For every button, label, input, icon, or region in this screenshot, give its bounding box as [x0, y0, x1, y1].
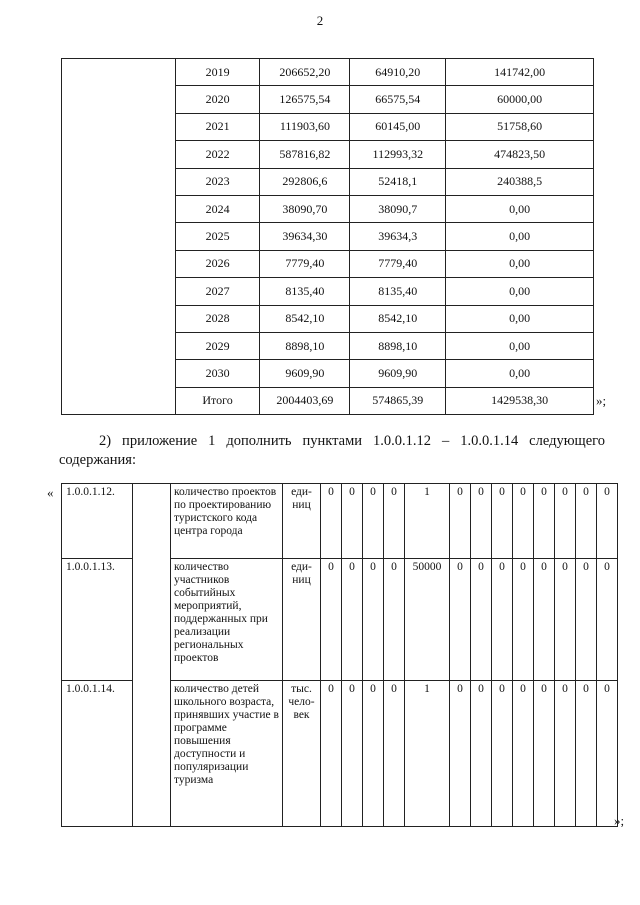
table-cell-total: 39634,30	[260, 223, 350, 250]
indicator-value: 0	[321, 559, 342, 681]
table-cell-col3: 0,00	[446, 223, 594, 250]
table-cell-col2: 8542,10	[350, 305, 446, 332]
indicator-value: 0	[363, 681, 384, 827]
indicator-value: 1	[405, 681, 450, 827]
empty-merged-cell	[133, 484, 171, 827]
indicator-value: 0	[321, 484, 342, 559]
indicator-value: 50000	[405, 559, 450, 681]
table-cell-label: 2022	[175, 141, 260, 168]
indicator-value: 0	[384, 484, 405, 559]
table-cell-col3: 60000,00	[446, 86, 594, 113]
indicator-value: 0	[384, 559, 405, 681]
indicator-value: 0	[534, 484, 555, 559]
table-cell-label: 2023	[175, 168, 260, 195]
table-cell-label: 2021	[175, 113, 260, 140]
table-cell-total: 292806,6	[260, 168, 350, 195]
table-cell-col3: 51758,60	[446, 113, 594, 140]
indicator-value: 0	[555, 484, 576, 559]
table-cell-label: 2020	[175, 86, 260, 113]
table-cell-col3: 0,00	[446, 332, 594, 359]
indicator-code: 1.0.0.1.14.	[62, 681, 133, 827]
table-cell-col2: 8898,10	[350, 332, 446, 359]
table-cell-col3: 1429538,30	[446, 387, 594, 414]
closing-quote-mark: »;	[596, 393, 607, 408]
table-cell-col3: 0,00	[446, 360, 594, 387]
indicator-value: 0	[321, 681, 342, 827]
indicator-unit: тыс. чело- век	[283, 681, 321, 827]
indicator-description: количество детей школьного возраста, принявших участие в программе повышения доступности и популяризации туризма	[171, 681, 283, 827]
indicator-value: 0	[342, 681, 363, 827]
indicator-unit: еди- ниц	[283, 559, 321, 681]
indicator-value: 0	[450, 681, 471, 827]
table-cell-col3: 141742,00	[446, 59, 594, 86]
table-cell-col3: 474823,50	[446, 141, 594, 168]
indicator-value: 0	[576, 484, 597, 559]
table-cell-total: 7779,40	[260, 250, 350, 277]
opening-quote-mark: «	[47, 485, 54, 500]
indicator-value: 0	[555, 681, 576, 827]
indicator-value: 0	[471, 559, 492, 681]
indicator-value: 0	[576, 681, 597, 827]
table-cell-total: 111903,60	[260, 113, 350, 140]
indicator-value: 0	[342, 484, 363, 559]
table-cell-col3: 0,00	[446, 305, 594, 332]
table-cell-total: 206652,20	[260, 59, 350, 86]
table-cell-label: 2026	[175, 250, 260, 277]
table-cell-col2: 8135,40	[350, 278, 446, 305]
table-cell-total: 8542,10	[260, 305, 350, 332]
indicator-value: 0	[513, 484, 534, 559]
table-cell-total: 8135,40	[260, 278, 350, 305]
indicator-value: 0	[384, 681, 405, 827]
table-cell-col2: 64910,20	[350, 59, 446, 86]
amendment-paragraph: 2) приложение 1 дополнить пунктами 1.0.0.1.12 – 1.0.0.1.14 следующего содержания:	[59, 433, 605, 468]
indicator-value: 0	[363, 559, 384, 681]
indicator-value: 0	[597, 559, 618, 681]
table-cell-total: 587816,82	[260, 141, 350, 168]
indicator-value: 0	[363, 484, 384, 559]
table-cell-col3: 0,00	[446, 195, 594, 222]
indicator-code: 1.0.0.1.13.	[62, 559, 133, 681]
table-cell-col3: 0,00	[446, 278, 594, 305]
indicator-value: 0	[576, 559, 597, 681]
indicator-unit: еди- ниц	[283, 484, 321, 559]
indicator-description: количество проектов по проектированию туристского кода центра города	[171, 484, 283, 559]
indicators-table	[61, 483, 618, 827]
table-cell-col2: 574865,39	[350, 387, 446, 414]
table-cell-col2: 60145,00	[350, 113, 446, 140]
table-cell-total: 126575,54	[260, 86, 350, 113]
table-cell-col2: 39634,3	[350, 223, 446, 250]
table-cell-label: 2024	[175, 195, 260, 222]
table-cell-col2: 38090,7	[350, 195, 446, 222]
indicator-value: 0	[513, 559, 534, 681]
funding-table	[61, 58, 594, 415]
indicator-value: 1	[405, 484, 450, 559]
table-cell-col2: 7779,40	[350, 250, 446, 277]
table-cell-col3: 240388,5	[446, 168, 594, 195]
table-cell-total: 9609,90	[260, 360, 350, 387]
table-cell-col2: 112993,32	[350, 141, 446, 168]
empty-merged-cell	[62, 59, 176, 415]
indicator-value: 0	[534, 559, 555, 681]
page-number: 2	[316, 13, 324, 28]
table-cell-label: 2029	[175, 332, 260, 359]
indicator-value: 0	[492, 484, 513, 559]
indicator-code: 1.0.0.1.12.	[62, 484, 133, 559]
indicator-value: 0	[555, 559, 576, 681]
indicator-value: 0	[597, 681, 618, 827]
indicator-value: 0	[450, 559, 471, 681]
table-cell-label: 2025	[175, 223, 260, 250]
indicator-value: 0	[492, 559, 513, 681]
indicator-value: 0	[534, 681, 555, 827]
table-cell-col2: 66575,54	[350, 86, 446, 113]
indicator-value: 0	[450, 484, 471, 559]
table-row	[62, 59, 594, 86]
table-cell-col3: 0,00	[446, 250, 594, 277]
indicator-row	[62, 484, 618, 559]
indicator-value: 0	[342, 559, 363, 681]
table-cell-col2: 9609,90	[350, 360, 446, 387]
table-cell-label: 2030	[175, 360, 260, 387]
indicator-value: 0	[513, 681, 534, 827]
table-cell-col2: 52418,1	[350, 168, 446, 195]
indicator-value: 0	[492, 681, 513, 827]
table-cell-label: 2028	[175, 305, 260, 332]
indicator-description: количество участников событийных мероприятий, поддержанных при реализации региональных проектов	[171, 559, 283, 681]
indicator-value: 0	[471, 681, 492, 827]
indicator-value: 0	[471, 484, 492, 559]
table-cell-total: 2004403,69	[260, 387, 350, 414]
table-cell-total: 38090,70	[260, 195, 350, 222]
table-cell-label: 2027	[175, 278, 260, 305]
table-cell-label: 2019	[175, 59, 260, 86]
table-cell-label: Итого	[175, 387, 260, 414]
closing-quote-mark-2: »;	[614, 813, 625, 828]
table-cell-total: 8898,10	[260, 332, 350, 359]
indicator-value: 0	[597, 484, 618, 559]
